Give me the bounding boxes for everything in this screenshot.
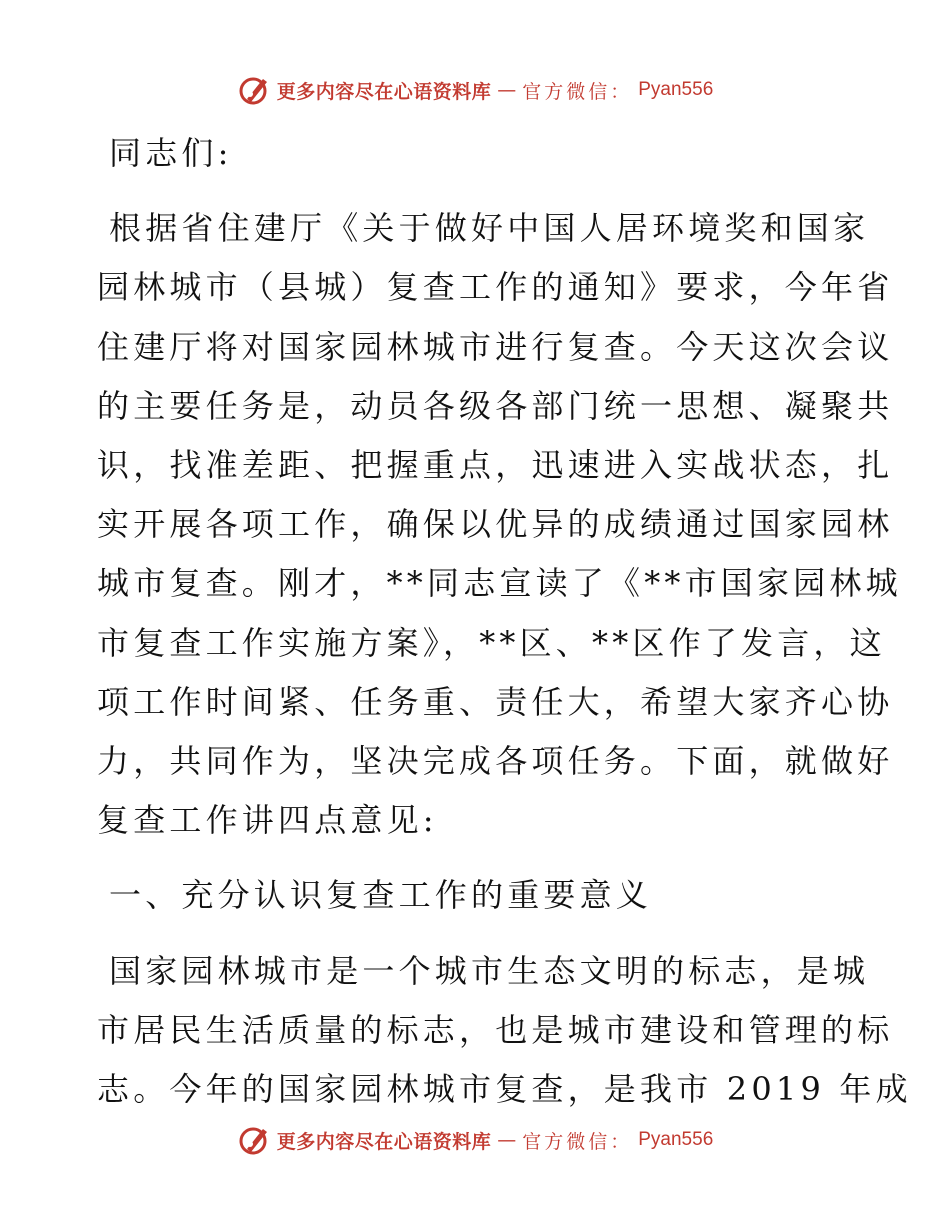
document-body	[97, 124, 912, 1135]
pen-logo-icon	[237, 1123, 271, 1157]
section-heading-1	[97, 866, 857, 925]
watermark-official-label: 官方微信：	[522, 1130, 633, 1153]
watermark	[237, 1123, 714, 1157]
text-line: 根据省住建厅《关于做好中国人居环境奖和国家	[109, 209, 870, 248]
watermark-wechat-id: Pyan556	[638, 79, 714, 100]
watermark-official-label: 官方微信：	[522, 80, 633, 103]
text-line: 市居民生活质量的标志，也是城市建设和管理的标	[97, 1010, 894, 1049]
watermark	[237, 73, 714, 107]
watermark-dash: —	[497, 79, 517, 101]
text-line: 住建厅将对国家园林城市进行复查。今天这次会议	[97, 327, 894, 366]
text-line: 园林城市（县城）复查工作的通知》要求，今年省	[97, 268, 894, 307]
watermark-text: 更多内容尽在心语资料库	[276, 80, 492, 103]
text-line: 项工作时间紧、任务重、责任大，希望大家齐心协	[97, 682, 894, 721]
salutation	[97, 124, 857, 183]
text-line: 识，找准差距、把握重点，迅速进入实战状态，扎	[97, 446, 894, 485]
paragraph-intro	[97, 199, 902, 850]
salutation-text: 同志们:	[109, 134, 233, 172]
text-line: 的主要任务是，动员各级各部门统一思想、凝聚共	[97, 386, 894, 425]
text-line: 国家园林城市是一个城市生态文明的标志，是城	[109, 951, 870, 990]
text-line: 城市复查。刚才，**同志宣读了《**市国家园林城	[97, 564, 902, 603]
text-line: 实开展各项工作，确保以优异的成绩通过国家园林	[97, 505, 894, 544]
paragraph-significance	[97, 942, 912, 1120]
text-line: 市复查工作实施方案》，**区、**区作了发言，这	[97, 623, 886, 662]
watermark-wechat-id: Pyan556	[638, 1129, 714, 1150]
watermark-text: 更多内容尽在心语资料库	[276, 1130, 492, 1153]
header-watermark	[0, 68, 950, 112]
text-line: 力，共同作为，坚决完成各项任务。下面，就做好	[97, 742, 894, 781]
pen-logo-icon	[237, 73, 271, 107]
watermark-dash: —	[497, 1129, 517, 1151]
text-line: 志。今年的国家园林城市复查，是我市 2019 年成	[97, 1070, 912, 1109]
footer-watermark	[0, 1118, 950, 1162]
text-line: 复查工作讲四点意见:	[97, 801, 438, 840]
heading-text: 一、充分认识复查工作的重要意义	[109, 876, 653, 915]
